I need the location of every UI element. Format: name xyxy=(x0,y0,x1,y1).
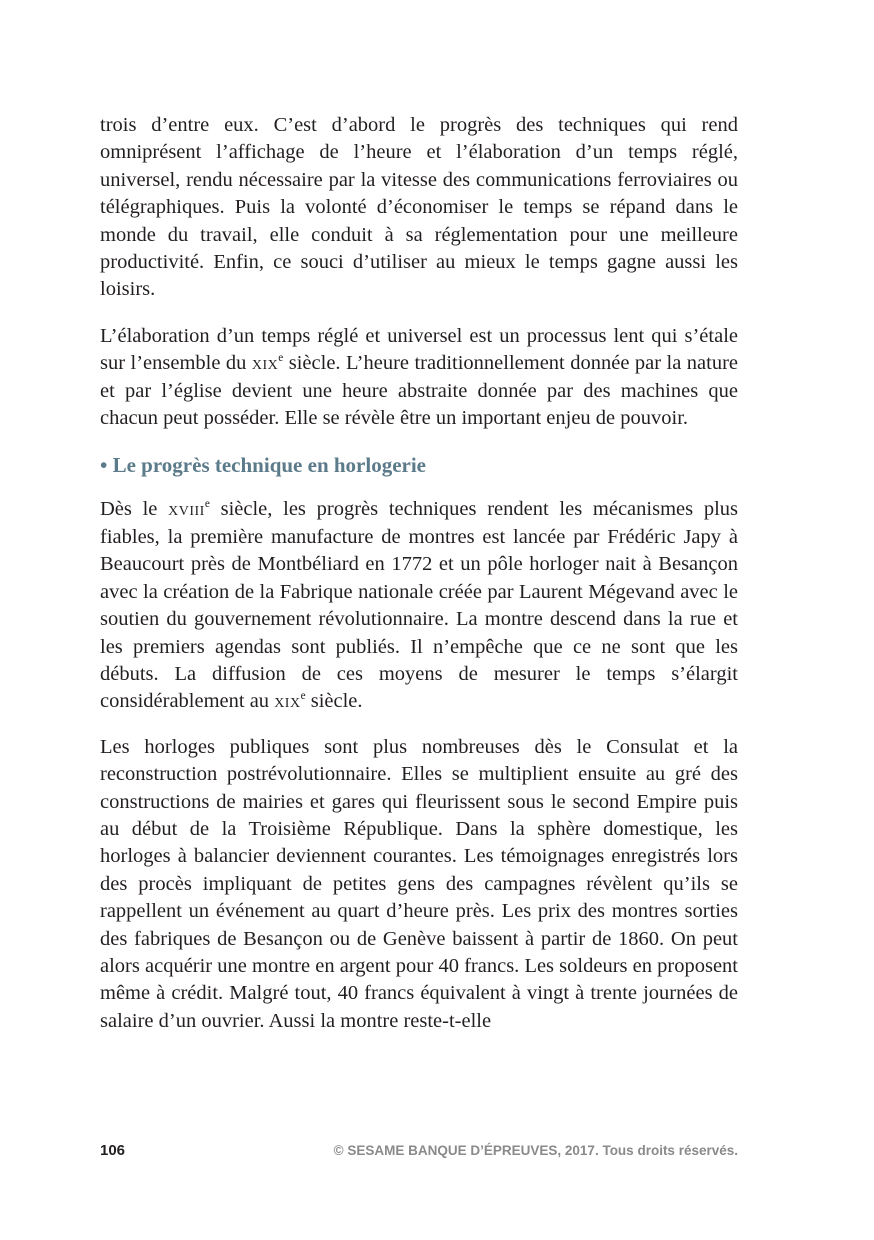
paragraph-1: trois d’entre eux. C’est d’abord le progrès des techniques qui rend omniprésent l’affichage de l’heure et l’élaboration d’un temps réglé, universel, rendu nécessaire par la vitesse des communications ferroviaires ou télégraphiques. Puis la volonté d’économiser le temps se répand dans le monde du travail, elle conduit à sa réglementation pour une meilleure productivité. Enfin, ce souci d’utiliser au mieux le temps gagne aussi les loisirs. xyxy=(100,114,738,301)
paragraph-3-middle: siècle, les progrès techniques rendent les mécanismes plus fiables, la première manufacture de montres est lancée par Frédéric Japy à Beaucourt près de Montbéliard en 1772 et un pôle horloger nait à Besançon avec la création de la Fabrique nationale créée par Laurent Mégevand avec le soutien du gouvernement révolutionnaire. La montre descend dans la rue et les premiers agendas sont publiés. Il n’empêche que ce ne sont que les débuts. La diffusion de ces moyens de mesurer le temps s’élargit considérablement au xyxy=(100,498,738,713)
century-numeral: xix xyxy=(251,353,279,375)
century-superscript: e xyxy=(300,690,306,703)
paragraph-4: Les horloges publiques sont plus nombreuses dès le Consulat et la reconstruction postrévolutionnaire. Elles se multiplient ensuite au gré des constructions de mairies et gares qui fleurissent sous le second Empire puis au début de la Troisième République. Dans la sphère domestique, les horloges à balancier deviennent courantes. Les témoignages enregistrés lors des procès impliquant de petites gens des campagnes révèlent qu’ils se rappellent un événement au quart d’heure près. Les prix des montres sorties des fabriques de Besançon ou de Genève baissent à partir de 1860. On peut alors acquérir une montre en argent pour 40 francs. Les soldeurs en proposent même à crédit. Malgré tout, 40 francs équivalent à vingt à trente journées de salaire d’un ouvrier. Aussi la montre reste-t-elle xyxy=(100,735,738,1032)
paragraph-2 xyxy=(100,323,738,433)
paragraph-3 xyxy=(100,496,738,715)
section-heading: • Le progrès technique en horlogerie xyxy=(100,453,427,478)
page-number: 106 xyxy=(100,1142,126,1159)
century-superscript: e xyxy=(204,498,210,511)
paragraph-2-end: siècle. L’heure traditionnellement donnée par la nature et par l’église devient une heure abstraite donnée par des machines que chacun peut posséder. Elle se révèle être un important enjeu de pouvoir. xyxy=(100,352,738,430)
paragraph-2-start: L’élaboration d’un temps réglé et universel est un processus lent qui s’étale sur l’ensemble du xyxy=(100,324,738,375)
century-numeral: xix xyxy=(274,691,301,713)
paragraph-3-start: Dès le xyxy=(100,498,169,521)
page-footer xyxy=(100,1142,738,1162)
century-numeral: xviii xyxy=(168,499,205,521)
copyright-notice: © SESAME BANQUE D’ÉPREUVES, 2017. Tous droits réservés. xyxy=(333,1143,738,1158)
page-body xyxy=(100,112,738,1053)
paragraph-3-end: siècle. xyxy=(305,690,363,713)
century-superscript: e xyxy=(278,352,284,365)
